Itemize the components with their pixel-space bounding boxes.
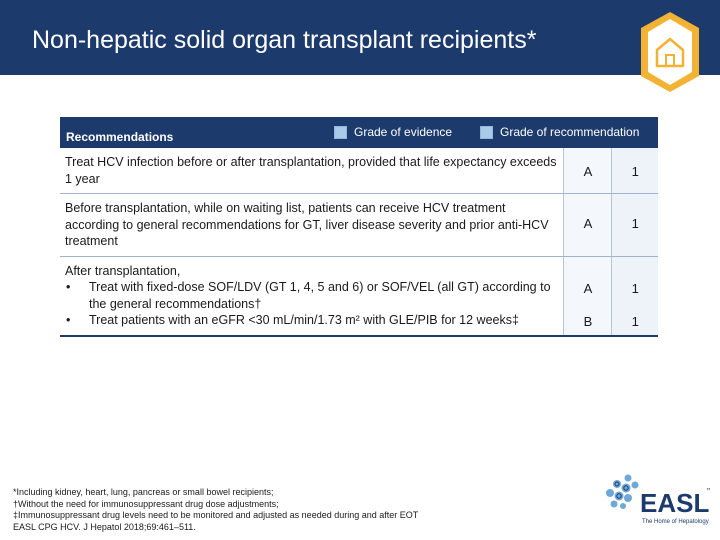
grade-of-recommendation-value: 1 <box>631 280 639 296</box>
grade-of-evidence-value: A <box>583 216 593 231</box>
slide-title: Non-hepatic solid organ transplant recipients* <box>32 26 537 54</box>
bullet-text: Treat with fixed-dose SOF/LDV (GT 1, 4, 5 and 6) or SOF/VEL (all GT) according to the general recommendations† <box>89 280 551 311</box>
svg-text:EASL: EASL <box>640 488 710 518</box>
recommendation-text <box>60 257 563 335</box>
table-row <box>60 148 658 194</box>
table-row <box>60 194 658 257</box>
recommendation-text: Treat HCV infection before or after transplantation, provided that life expectancy exceeds 1 year <box>65 155 557 186</box>
grade-of-evidence-label: Grade of evidence <box>354 125 453 139</box>
recommendation-swatch <box>480 126 493 139</box>
svg-text:The Home of Hepatology: The Home of Hepatology <box>642 519 709 525</box>
grade-of-evidence-value: A <box>583 164 593 179</box>
recommendation-intro: After transplantation, <box>65 263 181 278</box>
easl-logo <box>602 472 710 530</box>
footnote-citation: EASL CPG HCV. J Hepatol 2018;69:461–511. <box>13 521 196 532</box>
grade-of-recommendation-cell <box>611 257 658 335</box>
grade-of-recommendation-value: 1 <box>631 313 639 329</box>
list-item <box>65 312 559 329</box>
bullet-text: Treat patients with an eGFR <30 mL/min/1.73 m² with GLE/PIB for 12 weeks‡ <box>89 313 519 327</box>
table-header <box>60 117 658 148</box>
grade-of-evidence-value: A <box>583 280 593 296</box>
list-item <box>65 279 559 312</box>
grade-of-evidence-value: B <box>583 313 593 329</box>
grade-of-recommendation-value: 1 <box>631 164 639 179</box>
grade-of-recommendation-value: 1 <box>631 216 639 231</box>
home-button[interactable] <box>639 10 701 94</box>
grade-of-recommendation-cell <box>611 148 658 193</box>
footnote: *Including kidney, heart, lung, pancreas or small bowel recipients; <box>13 487 274 497</box>
grade-of-recommendation-cell <box>611 194 658 256</box>
bullet-marker: • <box>66 280 71 294</box>
recommendations-column-header: Recommendations <box>66 130 174 144</box>
bullet-marker: • <box>66 313 71 327</box>
title-bar <box>0 0 720 75</box>
recommendation-text: Before transplantation, while on waiting list, patients can receive HCV treatment according to general recommendations for GT, liver disease severity and prior anti-HCV treatment <box>65 201 549 248</box>
footnote: ‡Immunosuppressant drug levels need to be monitored and adjusted as needed during and after EOT <box>13 510 419 520</box>
recommendation-bullet-list <box>65 279 559 329</box>
recommendations-table <box>60 117 658 337</box>
grade-of-recommendation-label: Grade of recommendation <box>500 125 640 139</box>
footnote: †Without the need for immunosuppressant drug dose adjustments; <box>13 498 279 509</box>
footnotes <box>13 487 418 533</box>
easl-logo-icon <box>602 472 710 530</box>
grade-of-evidence-legend <box>334 125 452 139</box>
grade-of-evidence-cell <box>563 148 610 193</box>
svg-text:™: ™ <box>706 488 710 494</box>
home-icon <box>639 10 701 94</box>
grade-of-recommendation-legend <box>480 125 639 139</box>
table-row <box>60 257 658 335</box>
grade-of-evidence-cell <box>563 194 610 256</box>
evidence-swatch <box>334 126 347 139</box>
grade-of-evidence-cell <box>563 257 610 335</box>
